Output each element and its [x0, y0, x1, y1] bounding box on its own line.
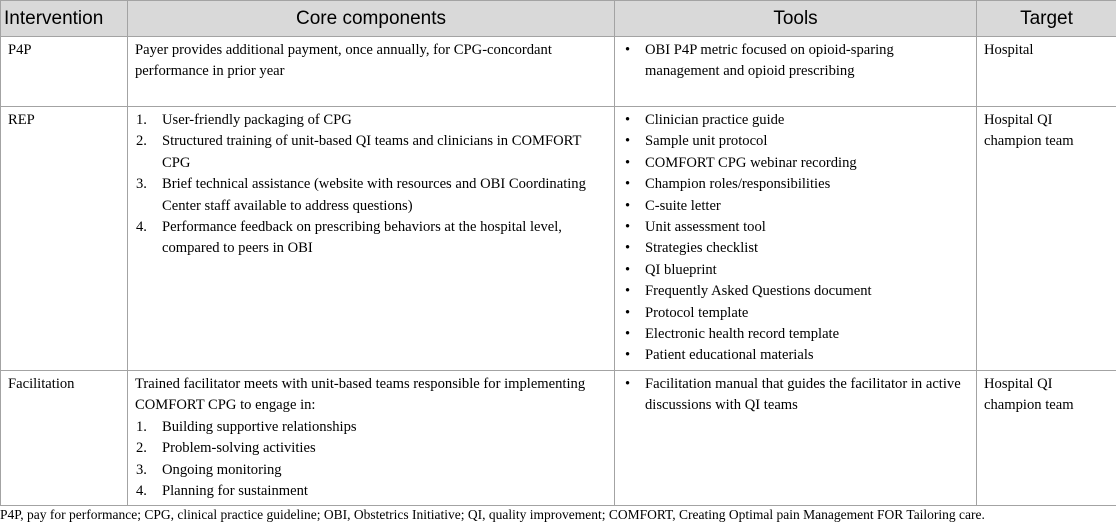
- tools-list: [622, 110, 970, 367]
- bullet-icon: •: [625, 112, 631, 128]
- bullet-icon: •: [625, 347, 631, 364]
- tool-item: • Strategies checklist: [622, 238, 970, 259]
- intervention-cell: Facilitation: [1, 370, 128, 505]
- core-item: 3. Brief technical assistance (website with resources and OBI Coordinating Center staff available to address questions): [136, 176, 586, 214]
- tool-item: • Champion roles/responsibilities: [622, 174, 970, 195]
- core-item: 4. Planning for sustainment: [136, 482, 308, 499]
- tool-item: • OBI P4P metric focused on opioid-sparing management and opioid prescribing: [625, 42, 894, 80]
- core-text: Trained facilitator meets with unit-based teams responsible for implementing COMFORT CPG to engage in:: [135, 375, 586, 414]
- tools-list: [622, 374, 970, 417]
- core-components-list: [135, 110, 608, 260]
- tool-item: • Clinician practice guide: [622, 110, 970, 131]
- core-text: Payer provides additional payment, once annually, for CPG-concordant performance in prior year: [135, 42, 552, 80]
- bullet-icon: •: [625, 240, 631, 257]
- bullet-icon: •: [625, 154, 631, 171]
- tool-item: • Frequently Asked Questions document: [622, 281, 970, 302]
- header-intervention: Intervention: [1, 1, 128, 37]
- tool-item: • Unit assessment tool: [622, 217, 970, 238]
- core-components-list: [135, 417, 608, 503]
- tool-item: • Sample unit protocol: [622, 131, 970, 152]
- header-core-components: Core components: [128, 1, 615, 37]
- table-row-rep: [1, 107, 1116, 371]
- bullet-icon: •: [625, 42, 631, 58]
- bullet-icon: •: [625, 176, 631, 193]
- bullet-icon: •: [625, 304, 631, 321]
- core-components-cell: [128, 107, 615, 371]
- bullet-icon: •: [625, 133, 631, 150]
- bullet-icon: •: [625, 197, 631, 214]
- footnote: P4P, pay for performance; CPG, clinical practice guideline; OBI, Obstetrics Initiative; QI, quality improvement; COMFORT, Creating Optimal pain Management FOR Tailoring care.: [0, 507, 985, 522]
- bullet-icon: •: [625, 326, 631, 343]
- bullet-icon: •: [625, 375, 631, 392]
- header-target: Target: [977, 1, 1116, 37]
- table-row-p4p: [1, 37, 1116, 107]
- header-tools: Tools: [615, 1, 977, 37]
- bullet-icon: •: [625, 219, 631, 236]
- core-components-cell: [128, 37, 615, 107]
- bullet-icon: •: [625, 261, 631, 278]
- core-item: 1. Building supportive relationships: [136, 418, 357, 435]
- intervention-cell: P4P: [1, 37, 128, 107]
- tool-item: • Patient educational materials: [622, 345, 970, 366]
- core-item: 3. Ongoing monitoring: [136, 461, 282, 478]
- tool-item: • Protocol template: [622, 303, 970, 324]
- bullet-icon: •: [625, 283, 631, 300]
- tool-item: • Facilitation manual that guides the facilitator in active discussions with QI teams: [625, 375, 961, 414]
- tools-cell: [615, 370, 977, 505]
- target-cell: Hospital: [977, 37, 1116, 107]
- tools-cell: [615, 107, 977, 371]
- header-row: [1, 1, 1116, 37]
- core-components-cell: [128, 370, 615, 505]
- core-item: 1. User-friendly packaging of CPG: [136, 112, 352, 128]
- tools-list: [622, 40, 970, 83]
- core-item: 2. Structured training of unit-based QI teams and clinicians in COMFORT CPG: [136, 133, 582, 171]
- tool-item: • Electronic health record template: [622, 324, 970, 345]
- tool-item: • COMFORT CPG webinar recording: [622, 153, 970, 174]
- intervention-cell: REP: [1, 107, 128, 371]
- table-row-facilitation: [1, 370, 1116, 505]
- tools-cell: [615, 37, 977, 107]
- core-item: 2. Problem-solving activities: [136, 440, 316, 457]
- tool-item: • QI blueprint: [622, 260, 970, 281]
- target-cell: Hospital QI champion team: [977, 107, 1116, 371]
- core-item: 4. Performance feedback on prescribing behaviors at the hospital level, compared to peers in OBI: [136, 219, 562, 257]
- tool-item: • C-suite letter: [622, 196, 970, 217]
- target-cell: Hospital QI champion team: [977, 370, 1116, 505]
